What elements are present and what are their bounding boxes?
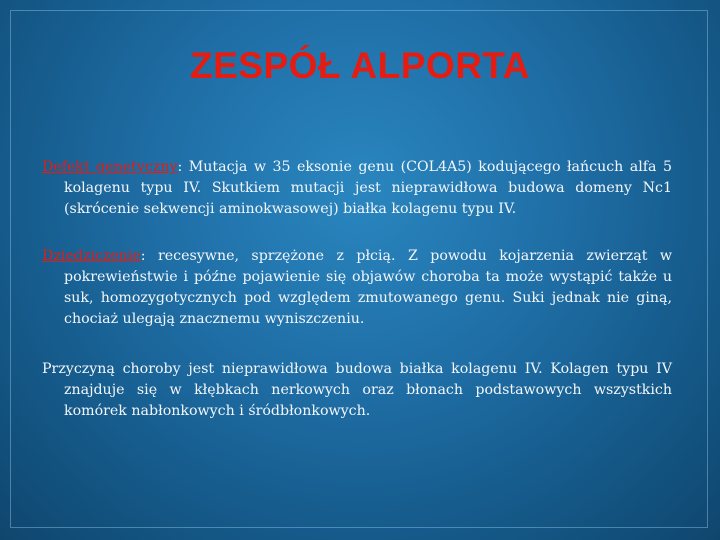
paragraph-text-inheritance: : recesywne, sprzężone z płcią. Z powodu kojarzenia zwierząt w pokrewieństwie i późne pojawienie się objawów choroba ta może wystąpić także u suk, homozygotycznych pod względem zmutowanego genu. Suki jednak nie giną, chociaż ulegają znacznemu wyniszczeniu. (64, 248, 672, 327)
paragraph-lead-genetic-defect: Defekt genetyczny (42, 159, 178, 175)
paragraph-cause (42, 359, 672, 422)
paragraph-genetic-defect (42, 157, 672, 220)
paragraph-text-genetic-defect: : Mutacja w 35 eksonie genu (COL4A5) kodującego łańcuch alfa 5 kolagenu typu IV. Skutkiem mutacji jest nieprawidłowa budowa domeny Nc1 (skrócenie sekwencji aminokwasowej) białka kolagenu typu IV. (64, 159, 672, 217)
paragraph-text-cause: Przyczyną choroby jest nieprawidłowa budowa białka kolagenu IV. Kolagen typu IV znajduje się w kłębkach nerkowych oraz błonach podstawowych wszystkich komórek nabłonkowych i śródbłonkowych. (42, 361, 672, 419)
slide-title: ZESPÓŁ ALPORTA (190, 45, 530, 86)
paragraph-lead-inheritance: Dziedziczenie (42, 248, 141, 264)
paragraph-inheritance (42, 246, 672, 330)
slide-body (42, 157, 672, 422)
